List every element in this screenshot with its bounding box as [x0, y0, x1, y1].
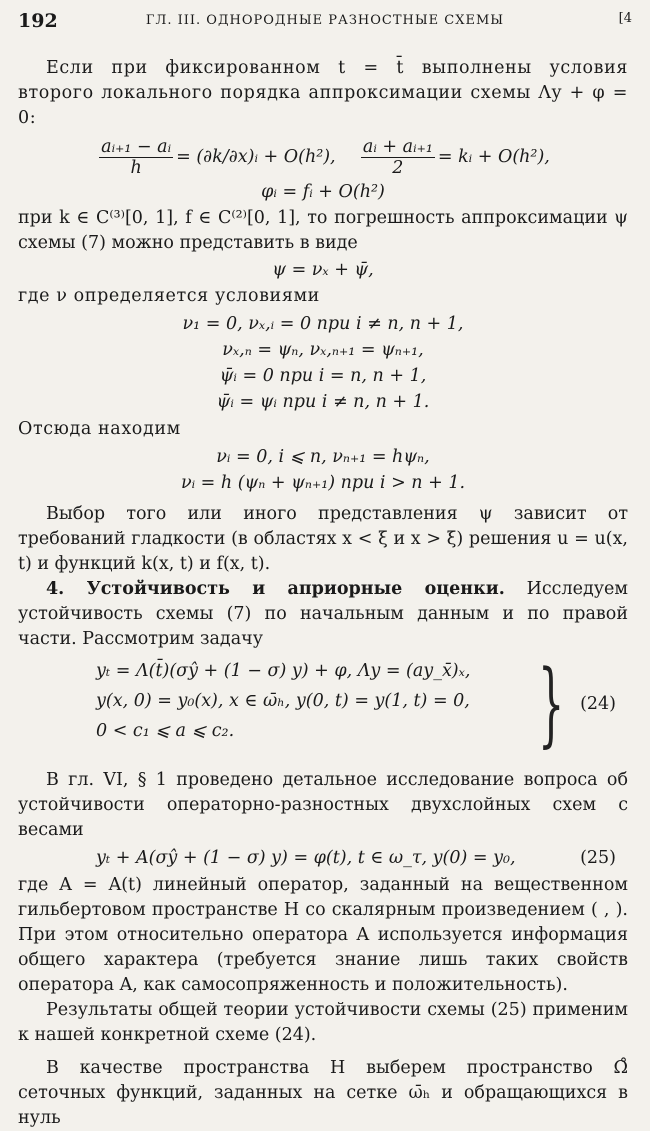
fraction-a-diff: $\frac{\text{aᵢ₊₁ − aᵢ}}{h}$	[101, 137, 172, 178]
fraction-a-sum: $\frac{\text{aᵢ + aᵢ₊₁}}{2}$	[362, 137, 433, 178]
section-4-paragraph: 4. Устойчивость и априорные оценки. Исследуем устойчивость схемы (7) по начальным данным и по правой части. Рассмотрим задачу	[18, 579, 628, 649]
page-number: 192	[18, 10, 58, 32]
formula-nu-conditions: ν₁ = 0, νₓ,ᵢ = 0 при i ≠ n, n + 1, νₓ,ₙ = ψₙ, νₓ,ₙ₊₁ = ψₙ₊₁, ψ̄ᵢ = 0 при i = n, n + 1, ψ̄ᵢ = ψᵢ при i ≠ n, n + 1.	[182, 314, 464, 412]
paragraph-5: Выбор того или иного представления ψ зависит от требований гладкости (в областях x < ξ и x > ξ) решения u = u(x, t) и функций k(x, t) и f(x, t).	[18, 504, 628, 574]
paragraph-2: при k ∈ C⁽³⁾[0, 1], f ∈ C⁽²⁾[0, 1], то погрешность аппроксимации ψ схемы (7) можно представить в виде	[18, 208, 628, 253]
formula-phi: φᵢ = fᵢ + O(h²)	[261, 182, 385, 202]
paragraph-4: Отсюда находим	[18, 419, 181, 439]
paragraph-3: где ν определяется условиями	[18, 286, 320, 306]
page-header	[18, 10, 632, 36]
formula-nu-found: νᵢ = 0, i ⩽ n, νₙ₊₁ = hψₙ, νᵢ = h (ψₙ + ψₙ₊₁) при i > n + 1.	[180, 447, 466, 493]
page-body	[18, 56, 628, 1131]
paragraph-8: Результаты общей теории устойчивости схемы (25) применим к нашей конкретной схеме (24).	[18, 1000, 628, 1045]
paragraph-9: В качестве пространства H выберем пространство Ω̊ сеточных функций, заданных на сетке ω̄ₕ и обращающихся в нуль	[18, 1058, 628, 1128]
paragraph-7: где A = A(t) линейный оператор, заданный на вещественном гильбертовом пространстве H со скалярным произведением ( , ). При этом относительно оператора A используется информация общего характера (требуется знание лишь таких свойств оператора A, как самосопряженность и положительность).	[18, 875, 628, 995]
equation-system-24: yₜ = Λ(t̄)(σŷ + (1 − σ) y) + φ, Λy = (ay_x̄)ₓ, y(x, 0) = y₀(x), x ∈ ω̄ₕ, y(0, t) = y(1, t) = 0, 0 < c₁ ⩽ a ⩽ c₂. } (24)	[96, 650, 616, 757]
paragraph-1: Если при фиксированном t = t̄ выполнены условия второго локального порядка аппроксимации схемы Λy + φ = 0:	[18, 58, 628, 128]
paragraph-6: В гл. VI, § 1 проведено детальное исследование вопроса об устойчивости операторно-разностных двухслойных схем с весами	[18, 770, 628, 840]
right-brace: }	[538, 650, 565, 757]
equation-number-25: (25)	[580, 848, 616, 868]
section-number: [4	[618, 11, 632, 26]
running-head: ГЛ. III. ОДНОРОДНЫЕ РАЗНОСТНЫЕ СХЕМЫ	[145, 13, 505, 28]
formula-approx-conditions: $\frac{\text{aᵢ₊₁ − aᵢ}}{h}$ = (∂k/∂x)ᵢ + O(h²), $\frac{\text{aᵢ + aᵢ₊₁}}{2}$ = kᵢ + O(h²),	[101, 137, 550, 178]
formula-psi: ψ = νₓ + ψ̄,	[272, 260, 374, 280]
section-4-title: 4. Устойчивость и априорные оценки.	[46, 579, 505, 599]
equation-25: yₜ + A(σŷ + (1 − σ) y) = φ(t), t ∈ ω_τ, y(0) = y₀, (25)	[18, 843, 628, 873]
equation-number-24: (24)	[580, 694, 616, 714]
